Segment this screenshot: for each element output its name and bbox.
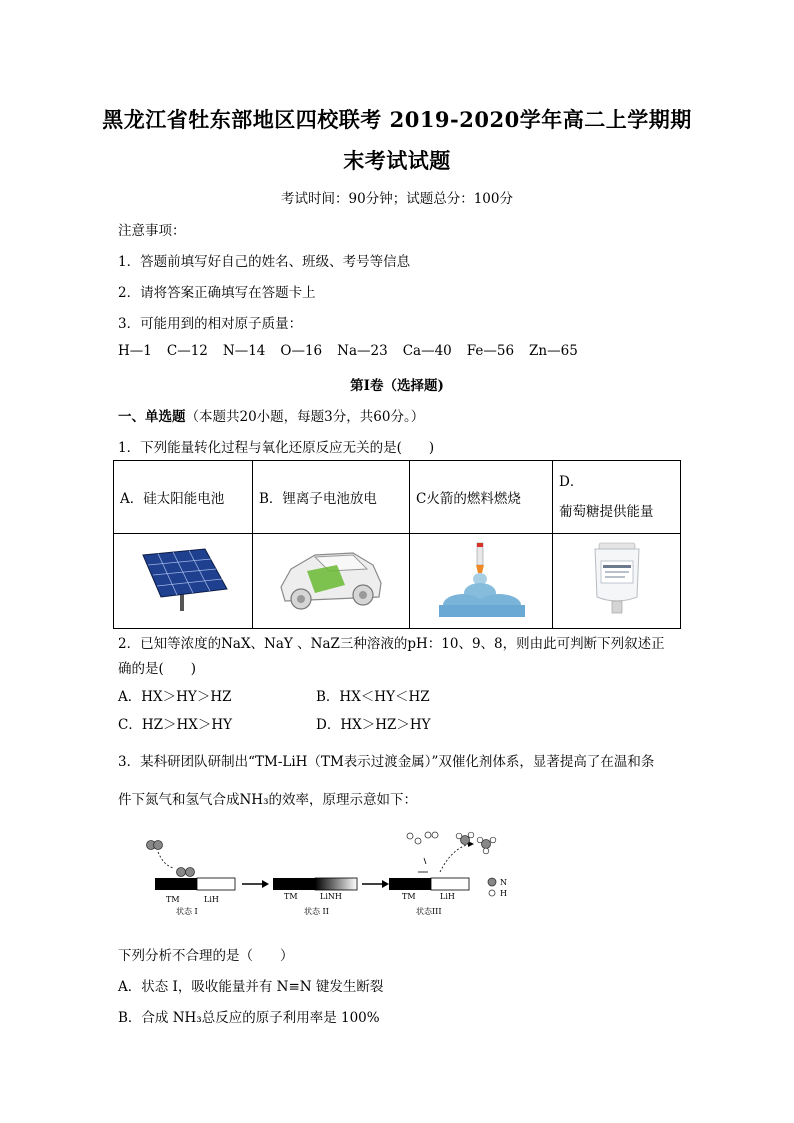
label-state-2: 状态 II xyxy=(304,907,329,916)
notice-item-1: 1．答题前填写好自己的姓名、班级、考号等信息 xyxy=(118,254,411,270)
notice-item-3: 3．可能用到的相对原子质量： xyxy=(118,316,303,332)
q1-image-c xyxy=(410,534,553,629)
atomic-masses xyxy=(118,343,593,359)
label-state-1: 状态 I xyxy=(176,907,198,916)
q1-option-c: C火箭的燃料燃烧 xyxy=(410,461,553,534)
label-tm-3: TM xyxy=(402,892,416,901)
q1-image-b xyxy=(253,534,410,629)
part-label: 一、单选题 xyxy=(118,409,186,425)
q3-stem-line2: 件下氮气和氢气合成NH₃的效率，原理示意如下： xyxy=(118,792,417,808)
label-lih-3: LiH xyxy=(440,892,455,901)
legend-h: H xyxy=(500,889,507,898)
exam-info: 考试时间：90分钟；试题总分：100分 xyxy=(281,191,513,207)
q2-option-d: D．HX＞HZ＞HY xyxy=(316,717,431,733)
solar-panel-icon xyxy=(135,545,231,613)
q1-option-d xyxy=(553,461,681,534)
q3-prompt: 下列分析不合理的是（ ） xyxy=(118,948,294,964)
exam-title-line2: 末考试试题 xyxy=(343,148,451,173)
q2-option-c: C．HZ＞HX＞HY xyxy=(118,717,233,733)
section-title: 第I卷（选择题) xyxy=(350,378,444,394)
mass-na: Na—23 xyxy=(337,343,388,359)
q2-option-b: B．HX＜HY＜HZ xyxy=(316,689,430,705)
q3-option-a: A．状态 I，吸收能量并有 N≡N 键发生断裂 xyxy=(118,979,384,995)
q1-option-d-letter: D． xyxy=(559,474,584,490)
mass-ca: Ca—40 xyxy=(402,343,452,359)
q2-stem-line2: 确的是( ) xyxy=(118,661,197,677)
iv-glucose-bag-icon xyxy=(587,539,647,619)
q1-options-table xyxy=(113,460,681,629)
notice-item-2: 2．请将答案正确填写在答题卡上 xyxy=(118,285,316,301)
exam-title-line1: 黑龙江省牡东部地区四校联考 2019-2020学年高二上学期期 xyxy=(102,107,692,132)
part-heading xyxy=(118,405,424,425)
mass-h: H—1 xyxy=(118,343,152,359)
q1-option-b: B．锂离子电池放电 xyxy=(253,461,410,534)
mass-n: N—14 xyxy=(222,343,266,359)
q1-stem: 1．下列能量转化过程与氧化还原反应无关的是( ) xyxy=(118,440,435,456)
label-linh-2: LiNH xyxy=(320,892,342,901)
notice-heading: 注意事项： xyxy=(118,223,186,239)
q3-stem-line1: 3．某科研团队研制出“TM-LiH（TM表示过渡金属）”双催化剂体系，显著提高了在温和条 xyxy=(118,754,655,770)
mass-zn: Zn—65 xyxy=(529,343,578,359)
label-lih-1: LiH xyxy=(204,895,219,904)
q2-option-a: A．HX＞HY＞HZ xyxy=(118,689,232,705)
q3-option-b: B．合成 NH₃总反应的原子利用率是 100% xyxy=(118,1010,380,1026)
mass-c: C—12 xyxy=(166,343,208,359)
rocket-launch-icon xyxy=(433,539,529,619)
mass-o: O—16 xyxy=(280,343,323,359)
q1-option-a: A．硅太阳能电池 xyxy=(114,461,253,534)
label-tm-1: TM xyxy=(166,895,180,904)
mass-fe: Fe—56 xyxy=(466,343,515,359)
legend-n: N xyxy=(500,878,507,887)
q1-image-d xyxy=(553,534,681,629)
q2-stem-line1: 2．已知等浓度的NaX、NaY 、NaZ三种溶液的pH：10、9、8，则由此可判断下列叙述正 xyxy=(118,636,665,652)
q1-option-d-text: 葡萄糖提供能量 xyxy=(559,504,654,520)
part-desc: （本题共20小题，每题3分，共60分。） xyxy=(185,409,425,425)
q1-image-a xyxy=(114,534,253,629)
electric-car-icon xyxy=(275,541,387,617)
catalyst-mechanism-diagram xyxy=(140,826,520,922)
label-state-3: 状态III xyxy=(416,907,442,916)
label-tm-2: TM xyxy=(284,892,298,901)
